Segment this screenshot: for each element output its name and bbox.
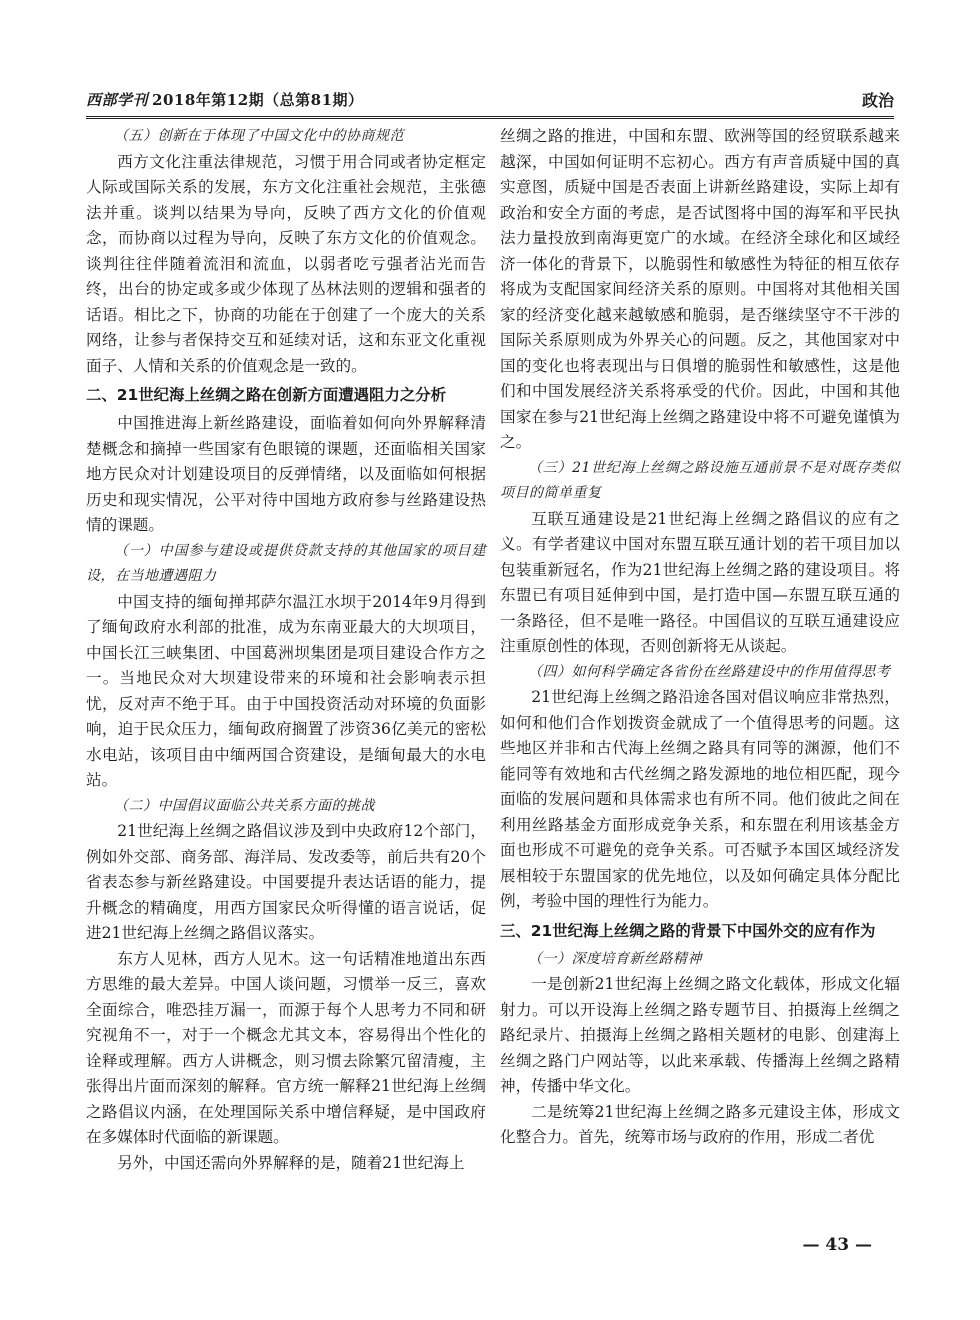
journal-name: 西部学刊 — [86, 90, 149, 109]
subheading: （四）如何科学确定各省份在丝路建设中的作用值得思考 — [528, 663, 891, 680]
subheading: （一）中国参与建设或提供贷款支持的其他国家的项目建设，在当地遭遇阻力 — [86, 542, 486, 584]
page-number: — 43 — — [802, 1235, 872, 1255]
paragraph: 中国支持的缅甸掸邦萨尔温江水坝于2014年9月得到了缅甸政府水利部的批准，成为东南亚最大的大坝项目，中国长江三峡集团、中国葛洲坝集团是项目建设合作方之一。当地民众对大坝建设带来的环境和社会影响表示担忧，反对声不绝于耳。由于中国投资活动对环境的负面影响，迫于民众压力，缅甸政府搁置了涉资36亿美元的密松水电站，该项目由中缅两国合资建设，是缅甸最大的水电站。 — [86, 592, 486, 789]
paragraph: 另外，中国还需向外界解释的是，随着21世纪海上 — [117, 1153, 465, 1172]
section-heading: 三、21世纪海上丝绸之路的背景下中国外交的应有作为 — [500, 921, 876, 940]
journal-issue: 2018年第12期（总第81期） — [152, 90, 364, 109]
subheading: （二）中国倡议面临公共关系方面的挑战 — [114, 797, 375, 814]
paragraph: 互联互通建设是21世纪海上丝绸之路倡议的应有之义。有学者建议中国对东盟互联互通计划的若干项目加以包装重新冠名，作为21世纪海上丝绸之路的建设项目。将东盟已有项目延伸到中国，是打造中国—东盟互联互通的一条路径，但不是唯一路径。中国倡议的互联互通建设应注重原创性的体现，否则创新将无从谈起。 — [500, 509, 900, 655]
paragraph: 西方文化注重法律规范，习惯于用合同或者协定框定人际或国际关系的发展，东方文化注重社会规范，主张德法并重。谈判以结果为导向，反映了西方文化的价值观念，而协商以过程为导向，反映了东方文化的价值观念。谈判往往伴随着流泪和流血，以弱者吃亏强者沾光而告终，出台的协定或多或少体现了丛林法则的逻辑和强者的话语。相比之下，协商的功能在于创建了一个庞大的关系网络，让参与者保持交互和延续对话，这和东亚文化重视面子、人情和关系的价值观念是一致的。 — [86, 152, 486, 375]
section-tag: 政治 — [861, 90, 894, 110]
subheading: （五）创新在于体现了中国文化中的协商规范 — [114, 128, 404, 144]
section-heading: 二、21世纪海上丝绸之路在创新方面遭遇阻力之分析 — [86, 386, 447, 404]
paragraph: 二是统筹21世纪海上丝绸之路多元建设主体，形成文化整合力。首先，统筹市场与政府的作用，形成二者优 — [500, 1102, 900, 1146]
paragraph: 丝绸之路的推进，中国和东盟、欧洲等国的经贸联系越来越深，中国如何证明不忘初心。西方有声音质疑中国的真实意图，质疑中国是否表面上讲新丝路建设，实际上却有政治和安全方面的考虑，是否试图将中国的海军和平民执法力量投放到南海更宽广的水域。在经济全球化和区域经济一体化的背景下，以脆弱性和敏感性为特征的相互依存将成为支配国家间经济关系的原则。中国将对其他相关国家的经济变化越来越敏感和脆弱，是否继续坚守不干涉的国际关系原则成为外界关心的问题。反之，其他国家对中国的变化也将表现出与日俱增的脆弱性和敏感性，这是他们和中国发展经济关系将承受的代价。因此，中国和其他国家在参与21世纪海上丝绸之路建设中将不可避免谨慎为之。 — [500, 127, 900, 451]
paragraph: 东方人见林，西方人见木。这一句话精准地道出东西方思维的最大差异。中国人谈问题，习惯举一反三，喜欢全面综合，唯恐挂万漏一，而源于每个人思考力不同和研究视角不一，对于一个概念尤其文本，容易得出个性化的诠释或理解。西方人讲概念，则习惯去除繁冗留清瘦，主张得出片面而深刻的解释。官方统一解释21世纪海上丝绸之路倡议内涵，在处理国际关系中增信释疑，是中国政府在多媒体时代面临的新课题。 — [86, 949, 486, 1146]
subheading: （三）21世纪海上丝绸之路设施互通前景不是对既存类似项目的简单重复 — [500, 459, 900, 501]
paragraph: 一是创新21世纪海上丝绸之路文化载体，形成文化辐射力。可以开设海上丝绸之路专题节目、拍摄海上丝绸之路纪录片、拍摄海上丝绸之路相关题材的电影、创建海上丝绸之路门户网站等，以此来承载、传播海上丝绸之路精神，传播中华文化。 — [500, 975, 900, 1095]
left-column — [86, 124, 486, 1176]
paragraph: 中国推进海上新丝路建设，面临着如何向外界解释清楚概念和摘掉一些国家有色眼镜的课题，还面临相关国家地方民众对计划建设项目的反弹情绪，以及面临如何根据历史和现实情况，公平对待中国地方政府参与丝路建设热情的课题。 — [86, 414, 486, 534]
paragraph: 21世纪海上丝绸之路倡议涉及到中央政府12个部门，例如外交部、商务部、海洋局、发改委等，前后共有20个省表态参与新丝路建设。中国要提升表达话语的能力，提升概念的精确度，用西方国家民众听得懂的语言说话，促进21世纪海上丝绸之路倡议落实。 — [86, 822, 486, 942]
right-column — [500, 124, 900, 1151]
page-header — [86, 82, 894, 119]
journal-info — [86, 89, 364, 110]
paragraph: 21世纪海上丝绸之路沿途各国对倡议响应非常热烈，如何和他们合作划拨资金就成了一个值得思考的问题。这些地区并非和古代海上丝绸之路具有同等的渊源，他们不能同等有效地和古代丝绸之路发源地的地位相匹配，现今面临的发展问题和具体需求也有所不同。他们彼此之间在利用丝路基金方面形成竞争关系，和东盟在利用该基金方面也形成不可避免的竞争关系。可否赋予本国区域经济发展相较于东盟国家的优先地位，以及如何确定具体分配比例，考验中国的理性行为能力。 — [500, 688, 900, 910]
subheading: （一）深度培育新丝路精神 — [528, 950, 702, 967]
